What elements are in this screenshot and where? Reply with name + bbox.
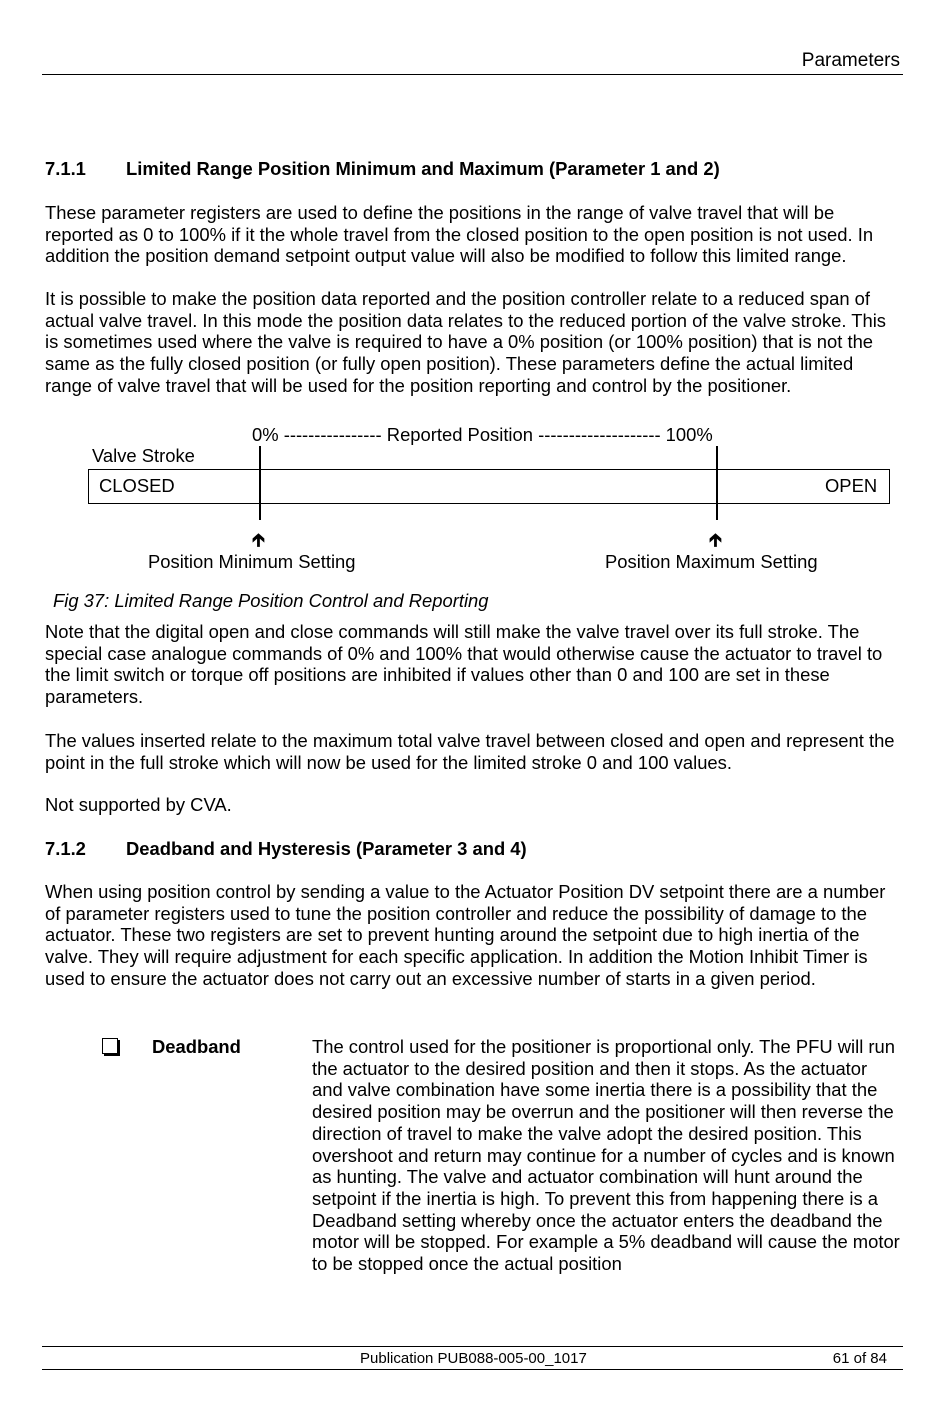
valve-stroke-label: Valve Stroke <box>92 445 195 466</box>
max-setting-label: Position Maximum Setting <box>605 551 818 572</box>
footer-publication: Publication PUB088-005-00_1017 <box>360 1350 587 1367</box>
paragraph: These parameter registers are used to define the positions in the range of valve travel that will be reported as 0 to 100% if it the whole travel from the closed position to the open position is not used. In addition the position demand setpoint output value will also be modified to follow this limited range. <box>45 202 874 267</box>
figure-caption: Fig 37: Limited Range Position Control and Reporting <box>53 590 489 611</box>
open-label: OPEN <box>825 475 878 496</box>
footer-rule-top <box>42 1346 903 1347</box>
min-setting-label: Position Minimum Setting <box>148 551 356 572</box>
checkbox-bullet-icon <box>102 1038 118 1054</box>
up-arrow-icon: 🡱 <box>709 530 722 550</box>
header-section-title: Parameters <box>801 50 900 71</box>
deadband-description: The control used for the positioner is proportional only. The PFU will run the actuator to the desired position and then it stops. As the actuator and valve combination have some inertia there is a possibility that the desired position may be overrun and the positioner will then reverse the direction of travel to make the valve adopt the desired position. This overshoot and return may continue for a number of cycles and is known as hunting. The valve and actuator combination will hunt around the setpoint if the inertia is high. To prevent this from happening there is a Deadband setting whereby once the actuator enters the deadband the motor will be stopped. For example a 5% deadband will cause the motor to be stopped once the actual position <box>312 1036 900 1275</box>
valve-stroke-bar <box>88 469 890 504</box>
closed-label: CLOSED <box>99 475 175 496</box>
section-number: 7.1.1 <box>45 158 86 179</box>
section-number: 7.1.2 <box>45 838 86 859</box>
section-title: Limited Range Position Minimum and Maximum (Parameter 1 and 2) <box>126 158 720 179</box>
up-arrow-icon: 🡱 <box>252 530 265 550</box>
header-rule <box>42 74 903 75</box>
paragraph: Not supported by CVA. <box>45 794 232 815</box>
footer-rule-bottom <box>42 1369 903 1370</box>
paragraph: The values inserted relate to the maximum total valve travel between closed and open and represent the point in the full stroke which will now be used for the limited stroke 0 and 100 values. <box>45 730 895 773</box>
paragraph: It is possible to make the position data reported and the position controller relate to a reduced span of actual valve travel. In this mode the position data relates to the reduced portion of the valve stroke. This is sometimes used where the valve is required to have a 0% position (or 100% position) that is not the same as the fully closed position (or fully open position). These parameters define the actual limited range of valve travel that will be used for the position reporting and control by the positioner. <box>45 288 886 396</box>
footer-page-number: 61 of 84 <box>832 1350 887 1367</box>
section-heading-7-1-1 <box>45 158 720 180</box>
section-heading-7-1-2 <box>45 838 527 860</box>
paragraph: When using position control by sending a value to the Actuator Position DV setpoint there are a number of parameter registers used to tune the position controller and reduce the possibility of damage to the actuator. These two registers are set to prevent hunting around the setpoint due to high inertia of the valve. They will require adjustment for each specific application. In addition the Motion Inhibit Timer is used to ensure the actuator does not carry out an excessive number of starts in a given period. <box>45 881 886 989</box>
deadband-term: Deadband <box>152 1036 241 1057</box>
paragraph: Note that the digital open and close commands will still make the valve travel over its full stroke. The special case analogue commands of 0% and 100% that would otherwise cause the actuator to travel to the limit switch or torque off positions are inhibited if values other than 0 and 100 are set in these parameters. <box>45 621 883 708</box>
reported-position-label: 0% ---------------- Reported Position -------------------- 100% <box>252 424 713 445</box>
section-title: Deadband and Hysteresis (Parameter 3 and 4) <box>126 838 527 859</box>
